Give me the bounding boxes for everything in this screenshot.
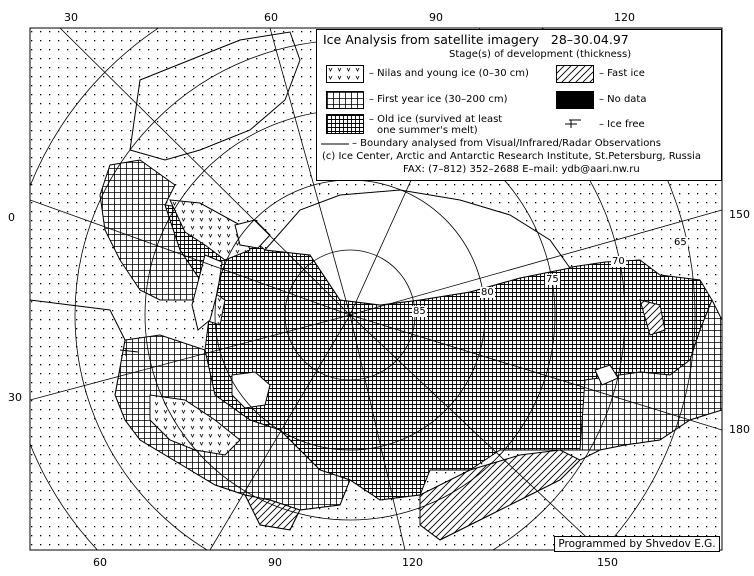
ice-free-symbol: [559, 116, 589, 130]
legend-ice-free: – Ice free: [599, 119, 645, 130]
lon-label-top: 120: [614, 11, 635, 24]
lat-label-left: 0: [8, 211, 15, 224]
lon-label-bottom: 150: [597, 556, 618, 569]
lat-circle-label: 70: [612, 256, 625, 267]
no-data-swatch: [556, 91, 594, 109]
old-ice-swatch: [326, 114, 364, 134]
legend-no-data: – No data: [599, 94, 647, 105]
lat-circle-label: 65: [674, 237, 687, 248]
legend-first-year: – First year ice (30–200 cm): [369, 94, 508, 105]
first-year-swatch: [326, 91, 364, 109]
lon-label-top: 90: [429, 11, 443, 24]
legend-nilas: – Nilas and young ice (0–30 cm): [369, 68, 529, 79]
legend-old-ice-line1: – Old ice (survived at least: [369, 114, 503, 125]
lat-circle-label: 85: [413, 306, 426, 317]
lat-label-right: 180: [729, 423, 750, 436]
lat-circle-label: 80: [481, 287, 494, 298]
legend-fast-ice: – Fast ice: [599, 68, 645, 79]
legend-box: [316, 29, 722, 181]
credit-label: Programmed by Shvedov E.G.: [554, 536, 720, 552]
lat-label-left: 30: [8, 391, 22, 404]
lat-circle-label: 75: [546, 274, 559, 285]
lon-label-top: 60: [264, 11, 278, 24]
legend-boundary: – Boundary analysed from Visual/Infrared/Radar Observations: [352, 138, 661, 149]
fast-ice-swatch: [556, 65, 594, 83]
legend-title: [323, 32, 629, 47]
legend-old-ice-line2: one summer's melt): [377, 125, 478, 136]
boundary-swatch: [321, 140, 349, 148]
legend-title-text: Ice Analysis from satellite imagery: [323, 32, 539, 47]
lon-label-bottom: 60: [93, 556, 107, 569]
nilas-swatch: [326, 65, 364, 83]
lat-label-right: 150: [729, 208, 750, 221]
legend-subtitle: Stage(s) of development (thickness): [449, 49, 632, 60]
lon-label-bottom: 90: [268, 556, 282, 569]
legend-contact: FAX: (7–812) 352–2688 E–mail: ydb@aari.nw.ru: [403, 164, 640, 175]
legend-copyright: (c) Ice Center, Arctic and Antarctic Research Institute, St.Petersburg, Russia: [322, 151, 701, 162]
lon-label-top: 30: [64, 11, 78, 24]
lon-label-bottom: 120: [402, 556, 423, 569]
legend-date: 28–30.04.97: [550, 32, 629, 47]
